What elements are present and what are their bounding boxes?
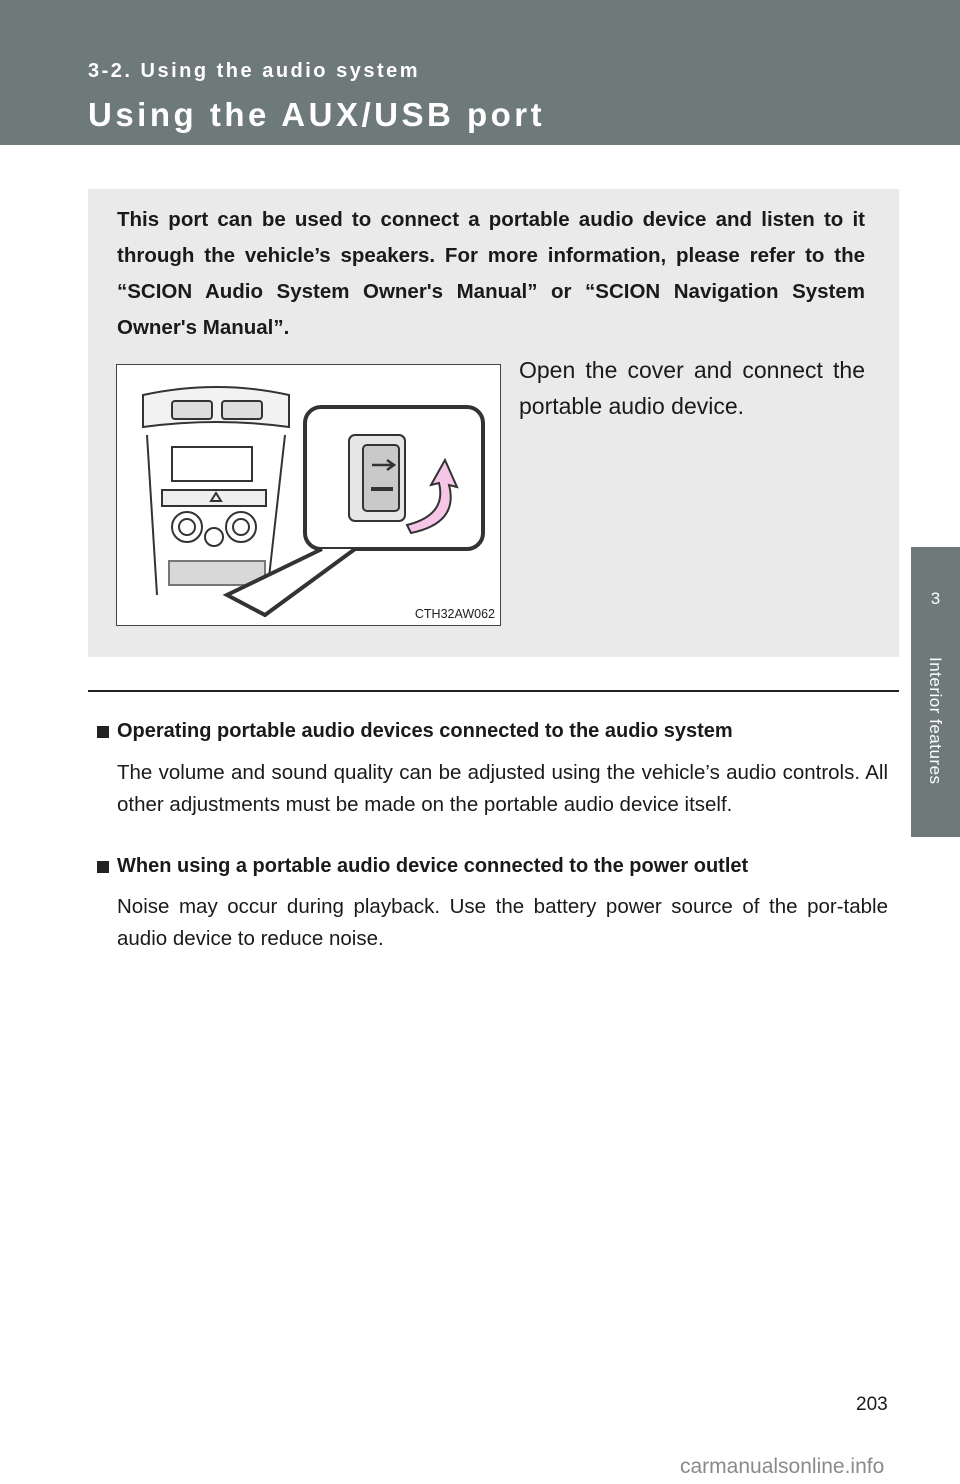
section-label: 3-2. Using the audio system [88,60,421,82]
note-body: The volume and sound quality can be adjusted using the vehicle’s audio controls. All other adjustments must be made on the portable audio device itself. [117,761,888,816]
page-number: 203 [856,1394,888,1415]
note-heading [97,855,748,878]
instruction-text: Open the cover and connect the portable audio device. [519,357,865,419]
note-body: Noise may occur during playback. Use the battery power source of the por-table audio device to reduce noise. [117,895,888,950]
aux-usb-port-illustration [116,364,501,626]
page-header [0,0,960,145]
page-title: Using the AUX/USB port [88,96,546,133]
dashboard-drawing [117,365,500,625]
watermark: carmanualsonline.info [680,1455,885,1478]
section-divider [88,690,899,692]
note-heading [97,720,733,743]
square-bullet-icon [97,726,109,738]
note-heading-text: When using a portable audio device connected to the power outlet [117,855,749,877]
intro-paragraph: This port can be used to connect a portable audio device and listen to it through the vehicle’s speakers. For more information, please refer to the “SCION Audio System Owner's Manual” or “SCION Navigation System Owner's Manual”. [117,208,865,339]
note-heading-text: Operating portable audio devices connected to the audio system [117,720,733,742]
chapter-number: 3 [930,589,941,608]
figure-code: CTH32AW062 [414,607,495,621]
chapter-title: Interior features [926,657,945,785]
intro-box [88,189,899,657]
square-bullet-icon [97,861,109,873]
chapter-side-tab[interactable] [911,547,960,837]
